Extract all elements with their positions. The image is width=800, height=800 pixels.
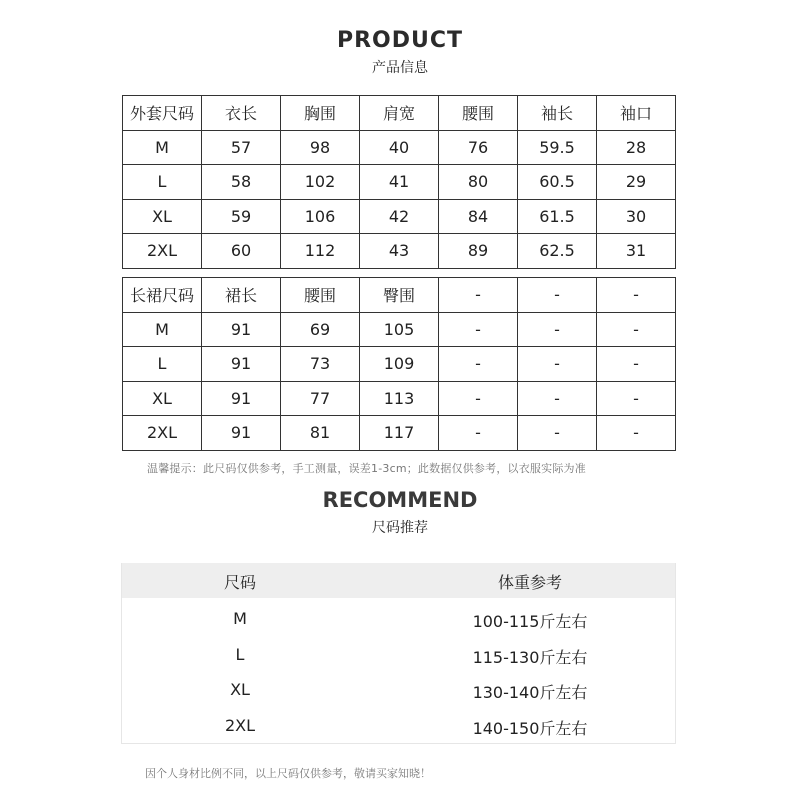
table-cell: 60	[202, 234, 281, 269]
table-cell: 59	[202, 199, 281, 234]
recommend-size-cell: XL	[230, 680, 250, 699]
table-cell: 41	[360, 165, 439, 200]
table-cell: M	[123, 312, 202, 347]
size-recommendation-table	[121, 563, 676, 744]
table-row	[123, 416, 676, 451]
table-cell: 77	[281, 381, 360, 416]
table-cell: 30	[597, 199, 676, 234]
table-cell: 31	[597, 234, 676, 269]
table-cell: -	[518, 347, 597, 382]
table-row	[123, 130, 676, 165]
table-cell: 113	[360, 381, 439, 416]
recommend-weight-cell: 115-130斤左右	[472, 647, 588, 667]
table-cell: 62.5	[518, 234, 597, 269]
table-cell: -	[597, 312, 676, 347]
table-cell: 28	[597, 130, 676, 165]
table-header-row	[123, 278, 676, 313]
table-cell: 80	[439, 165, 518, 200]
recommend-subtitle: 尺码推荐	[372, 520, 428, 536]
table-cell: 81	[281, 416, 360, 451]
table-row	[123, 199, 676, 234]
header-cell: 肩宽	[360, 96, 439, 131]
header-cell: 裙长	[202, 278, 281, 313]
header-cell: 袖长	[518, 96, 597, 131]
table-cell: 76	[439, 130, 518, 165]
recommend-weight-cell: 140-150斤左右	[472, 718, 588, 738]
recommend-weight-cell: 100-115斤左右	[472, 612, 588, 631]
table-cell: XL	[123, 381, 202, 416]
table-row	[123, 165, 676, 200]
table-cell: 2XL	[123, 234, 202, 269]
table-cell: 91	[202, 381, 281, 416]
table-row	[123, 381, 676, 416]
table-cell: 102	[281, 165, 360, 200]
table-cell: 40	[360, 130, 439, 165]
table-cell: 29	[597, 165, 676, 200]
table-cell: 105	[360, 312, 439, 347]
table-cell: 59.5	[518, 130, 597, 165]
header-cell: 长裙尺码	[123, 278, 202, 313]
table-cell: XL	[123, 199, 202, 234]
table-cell: 57	[202, 130, 281, 165]
table-cell: 73	[281, 347, 360, 382]
skirt-size-table	[122, 277, 676, 451]
recommend-title: RECOMMEND	[322, 488, 478, 512]
table-cell: -	[439, 381, 518, 416]
recommend-weight-cell: 130-140斤左右	[472, 683, 588, 702]
product-title: PRODUCT	[336, 28, 464, 53]
product-subtitle: 产品信息	[372, 60, 428, 76]
table-cell: 2XL	[123, 416, 202, 451]
table-cell: 98	[281, 130, 360, 165]
table-cell: 91	[202, 416, 281, 451]
header-cell: -	[439, 278, 518, 313]
header-cell: 臀围	[360, 278, 439, 313]
table-cell: L	[123, 347, 202, 382]
table-cell: -	[439, 312, 518, 347]
header-cell: -	[597, 278, 676, 313]
table-cell: 60.5	[518, 165, 597, 200]
header-cell: 袖口	[597, 96, 676, 131]
table-row	[123, 312, 676, 347]
table-cell: -	[439, 416, 518, 451]
table-cell: -	[439, 347, 518, 382]
table-cell: 106	[281, 199, 360, 234]
table-row	[123, 234, 676, 269]
table-cell: -	[597, 381, 676, 416]
header-cell: 外套尺码	[123, 96, 202, 131]
table-cell: -	[597, 416, 676, 451]
table-row	[123, 347, 676, 382]
header-cell: 胸围	[281, 96, 360, 131]
table-cell: 58	[202, 165, 281, 200]
table-cell: 91	[202, 312, 281, 347]
table-cell: -	[597, 347, 676, 382]
header-cell: 腰围	[281, 278, 360, 313]
table-cell: -	[518, 312, 597, 347]
table-header-row	[123, 96, 676, 131]
table-cell: 89	[439, 234, 518, 269]
header-cell: 衣长	[202, 96, 281, 131]
table-cell: -	[518, 416, 597, 451]
recommend-header-size: 尺码	[223, 573, 256, 592]
measurement-note: 温馨提示：此尺码仅供参考，手工测量，误差1-3cm；此数据仅供参考，以衣服实际为准	[147, 462, 586, 475]
header-cell: -	[518, 278, 597, 313]
recommend-size-cell: L	[235, 644, 245, 664]
coat-size-table	[122, 95, 676, 269]
recommend-header-weight: 体重参考	[497, 573, 562, 592]
table-cell: L	[123, 165, 202, 200]
table-cell: 61.5	[518, 199, 597, 234]
table-cell: 84	[439, 199, 518, 234]
table-cell: 117	[360, 416, 439, 451]
header-cell: 腰围	[439, 96, 518, 131]
table-cell: 109	[360, 347, 439, 382]
table-cell: -	[518, 381, 597, 416]
recommend-size-cell: 2XL	[224, 715, 256, 735]
table-cell: M	[123, 130, 202, 165]
table-cell: 69	[281, 312, 360, 347]
recommend-header-row	[122, 563, 675, 598]
table-cell: 43	[360, 234, 439, 269]
table-cell: 42	[360, 199, 439, 234]
recommend-size-cell: M	[233, 609, 247, 628]
table-cell: 91	[202, 347, 281, 382]
table-cell: 112	[281, 234, 360, 269]
footer-note: 因个人身材比例不同，以上尺码仅供参考，敬请买家知晓！	[145, 767, 431, 780]
